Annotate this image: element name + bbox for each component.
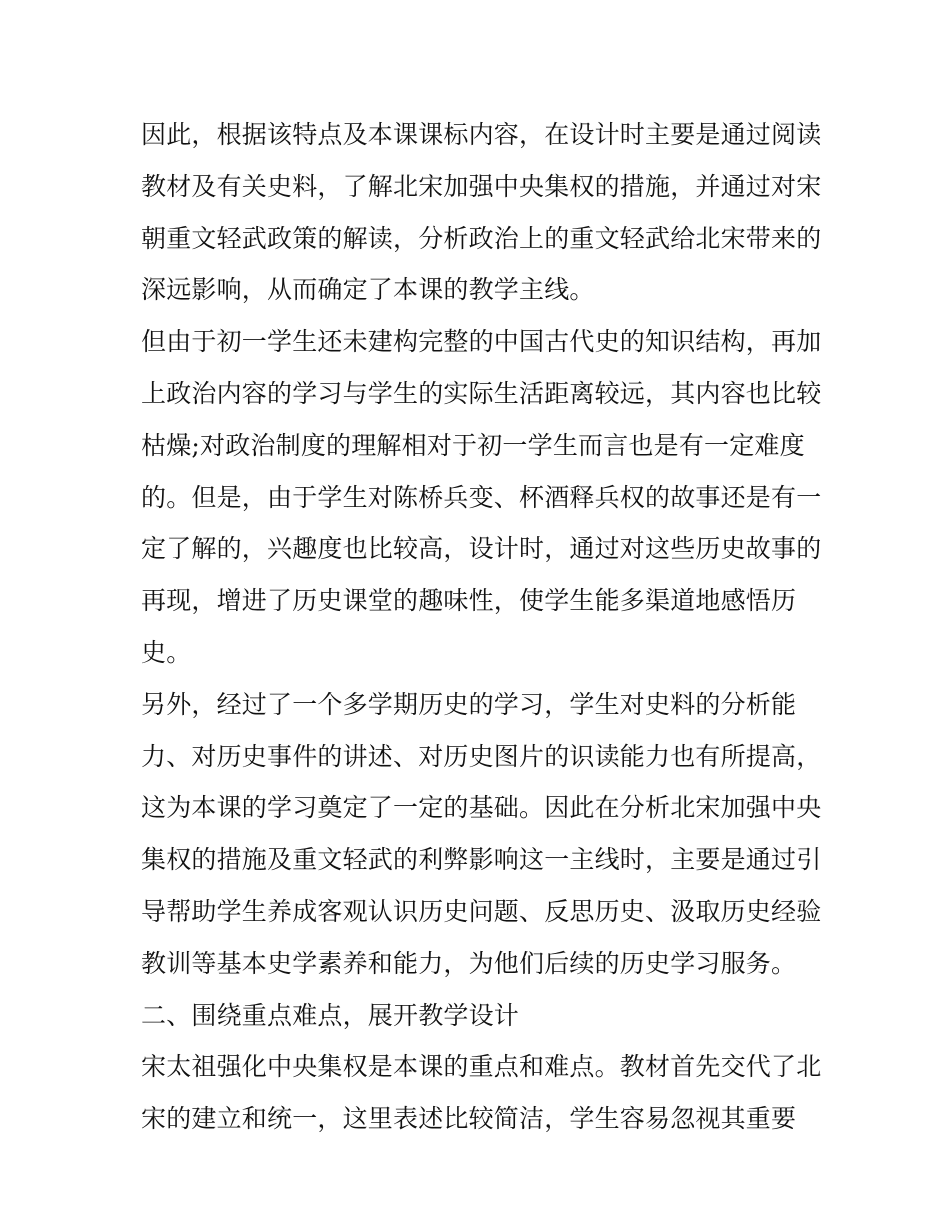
text-line: 朝重文轻武政策的解读，分析政治上的重文轻武给北宋带来的 <box>141 223 822 253</box>
text-line: 但由于初一学生还未建构完整的中国古代史的知识结构，再加 <box>141 327 822 357</box>
text-line: 教训等基本史学素养和能力，为他们后续的历史学习服务。 <box>141 948 797 978</box>
paragraph-student-analysis <box>141 316 822 679</box>
document-body <box>141 109 822 1145</box>
paragraph-learning-foundation <box>141 679 822 990</box>
text-line: 另外，经过了一个多学期历史的学习，学生对史料的分析能 <box>141 689 797 719</box>
text-line: 深远影响，从而确定了本课的教学主线。 <box>141 275 595 305</box>
text-line: 枯燥;对政治制度的理解相对于初一学生而言也是有一定难度 <box>141 430 805 460</box>
text-line: 的。但是，由于学生对陈桥兵变、杯酒释兵权的故事还是有一 <box>141 482 822 512</box>
text-line: 因此，根据该特点及本课课标内容，在设计时主要是通过阅读 <box>141 120 822 149</box>
text-line: 定了解的，兴趣度也比较高，设计时，通过对这些历史故事的 <box>141 534 822 564</box>
text-line: 教材及有关史料，了解北宋加强中央集权的措施，并通过对宋 <box>141 171 822 201</box>
text-line: 导帮助学生养成客观认识历史问题、反思历史、汲取历史经验 <box>141 896 822 926</box>
section-heading <box>141 990 813 1042</box>
paragraph-key-difficulty <box>141 1041 822 1145</box>
text-line: 这为本课的学习奠定了一定的基础。因此在分析北宋加强中央 <box>141 793 822 823</box>
text-line: 宋的建立和统一，这里表述比较简洁，学生容易忽视其重要 <box>141 1104 797 1134</box>
text-line: 集权的措施及重文轻武的利弊影响这一主线时，主要是通过引 <box>141 845 822 875</box>
paragraph-design-basis <box>141 109 822 316</box>
text-line: 史。 <box>141 637 192 667</box>
text-line: 力、对历史事件的讲述、对历史图片的识读能力也有所提高， <box>141 741 822 771</box>
text-line: 上政治内容的学习与学生的实际生活距离较远，其内容也比较 <box>141 378 822 408</box>
text-line: 再现，增进了历史课堂的趣味性，使学生能多渠道地感悟历 <box>141 586 797 616</box>
section-heading-text: 二、围绕重点难点，展开教学设计 <box>141 1000 520 1030</box>
text-line: 宋太祖强化中央集权是本课的重点和难点。教材首先交代了北 <box>141 1052 822 1082</box>
